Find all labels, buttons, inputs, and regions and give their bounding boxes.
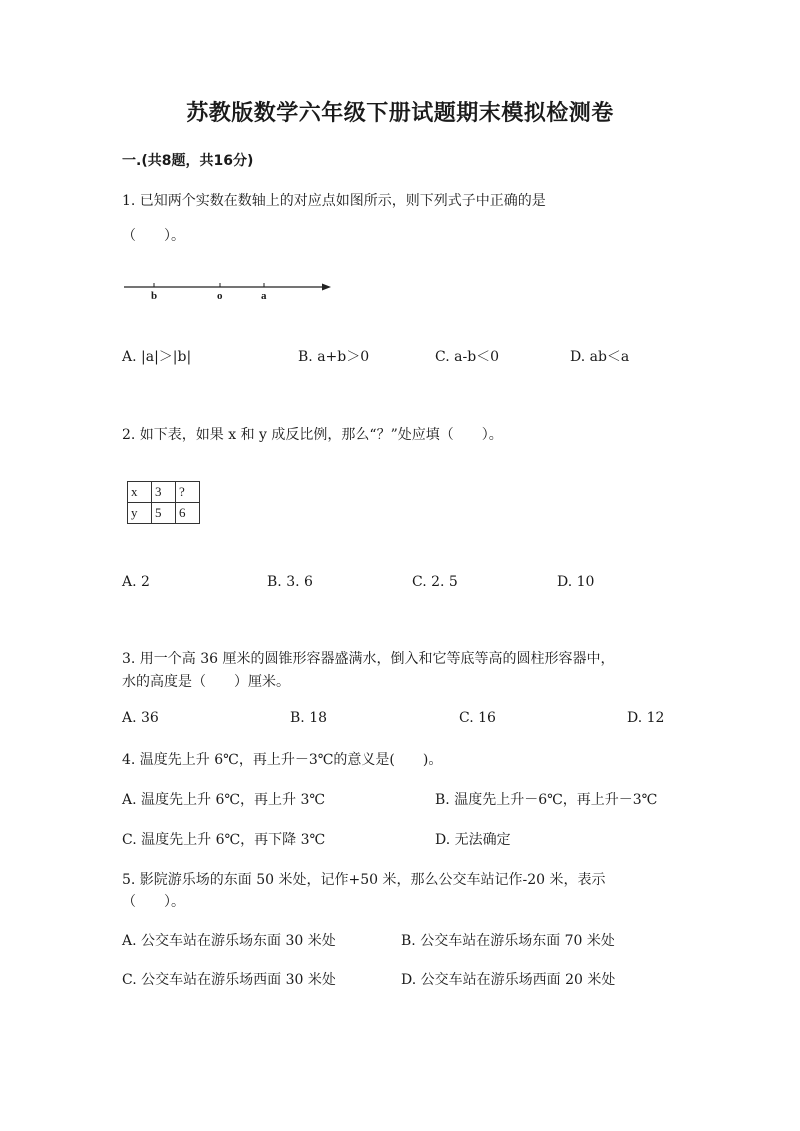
table-cell: 6 xyxy=(176,503,200,524)
question-4-option-d: D. 无法确定 xyxy=(435,832,511,848)
question-1-option-a: A. |a|＞|b| xyxy=(122,349,192,365)
section-heading: 一.(共8题，共16分) xyxy=(122,153,254,169)
table-cell: ? xyxy=(176,482,200,503)
number-line-arrow xyxy=(322,284,331,291)
question-2-option-d: D. 10 xyxy=(557,574,595,590)
number-line-label-o: o xyxy=(217,290,223,302)
question-3-stem-line-2: 水的高度是（ ）厘米。 xyxy=(122,674,290,690)
question-4-stem: 4. 温度先上升 6℃，再上升－3℃的意义是( )。 xyxy=(122,752,443,768)
number-line-label-a: a xyxy=(261,290,267,302)
question-4-option-c: C. 温度先上升 6℃，再下降 3℃ xyxy=(122,832,326,848)
question-2-option-c: C. 2. 5 xyxy=(412,574,458,590)
table-cell: 5 xyxy=(152,503,176,524)
question-1-option-d: D. ab＜a xyxy=(570,349,630,365)
question-3-option-b: B. 18 xyxy=(290,710,328,726)
question-1-option-b: B. a+b＞0 xyxy=(298,349,370,365)
table-row xyxy=(128,482,200,503)
question-2-option-a: A. 2 xyxy=(122,574,150,590)
question-5-option-d: D. 公交车站在游乐场西面 20 米处 xyxy=(401,972,616,988)
question-2-stem: 2. 如下表，如果 x 和 y 成反比例，那么“？”处应填（ ）。 xyxy=(122,427,503,443)
table-cell: y xyxy=(128,503,152,524)
question-5-option-b: B. 公交车站在游乐场东面 70 米处 xyxy=(401,933,615,949)
table-row xyxy=(128,503,200,524)
question-3-option-a: A. 36 xyxy=(122,710,159,726)
page-title: 苏教版数学六年级下册试题期末模拟检测卷 xyxy=(186,101,614,126)
question-5-stem-line-2: （ ）。 xyxy=(122,894,185,910)
question-4-option-a: A. 温度先上升 6℃，再上升 3℃ xyxy=(122,792,326,808)
question-5-stem-line-1: 5. 影院游乐场的东面 50 米处，记作+50 米，那么公交车站记作-20 米，表示 xyxy=(122,872,606,888)
question-5-option-a: A. 公交车站在游乐场东面 30 米处 xyxy=(122,933,336,949)
number-line-label-b: b xyxy=(151,290,158,302)
question-3-stem-line-1: 3. 用一个高 36 厘米的圆锥形容器盛满水，倒入和它等底等高的圆柱形容器中， xyxy=(122,651,615,667)
question-3-option-c: C. 16 xyxy=(459,710,496,726)
table-cell: x xyxy=(128,482,152,503)
question-2-option-b: B. 3. 6 xyxy=(267,574,313,590)
question-5-option-c: C. 公交车站在游乐场西面 30 米处 xyxy=(122,972,336,988)
proportion-table xyxy=(127,481,200,524)
table-cell: 3 xyxy=(152,482,176,503)
question-1-option-c: C. a-b＜0 xyxy=(435,349,500,365)
question-1-stem-line-1: 1. 已知两个实数在数轴上的对应点如图所示，则下列式子中正确的是 xyxy=(122,193,546,209)
question-3-option-d: D. 12 xyxy=(627,710,665,726)
question-4-option-b: B. 温度先上升－6℃，再上升－3℃ xyxy=(435,792,658,808)
question-1-stem-line-2: （ ）。 xyxy=(122,228,185,244)
